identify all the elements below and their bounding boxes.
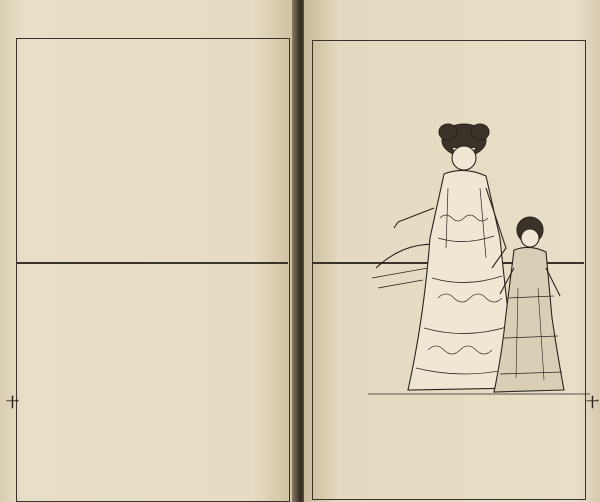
page-number-right: 十 (586, 396, 600, 411)
left-lower-text-block (76, 266, 284, 496)
left-margin-text-block (20, 44, 76, 258)
left-section-divider (16, 262, 288, 264)
left-lower-margin-text-block (20, 266, 76, 496)
right-page (304, 0, 600, 502)
left-upper-text-block (76, 44, 266, 258)
left-page (0, 0, 296, 502)
woman-figure (394, 124, 518, 390)
woman-and-child-illustration (368, 118, 590, 400)
page-number-left: 十 (6, 396, 20, 411)
